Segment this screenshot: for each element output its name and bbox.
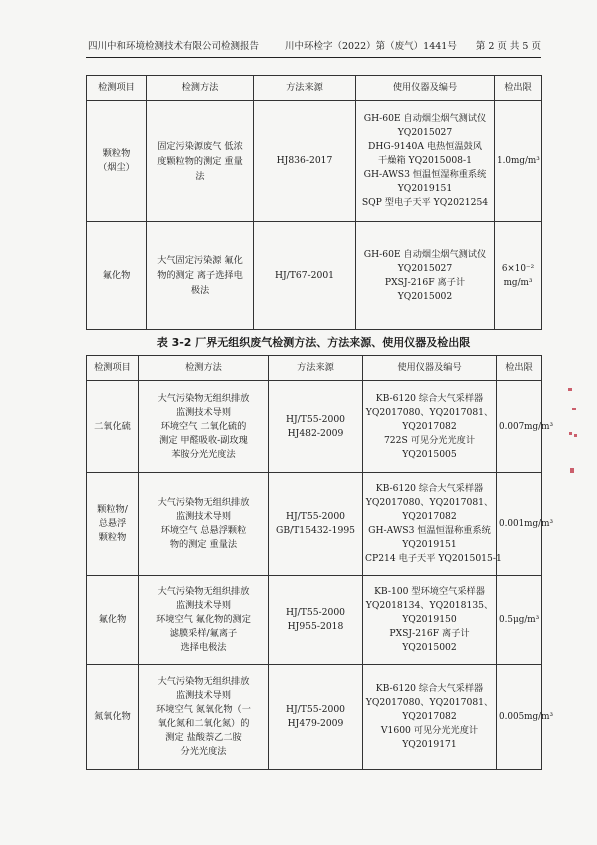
table-header-row — [87, 76, 542, 101]
limit-cell: 0.007mg/m³ — [497, 381, 542, 473]
table-row — [87, 101, 542, 222]
source-cell: HJ/T55-2000 HJ482-2009 — [269, 381, 363, 473]
col-method: 检测方法 — [147, 76, 254, 101]
header-rule — [86, 57, 541, 58]
instrument-cell: KB-6120 综合大气采样器 YQ2017080、YQ2017081、 YQ2017082 GH-AWS3 恒温恒湿称重系统 YQ2019151 CP214 电子天平 YQ2015015-1 — [363, 473, 497, 576]
method-cell: 大气污染物无组织排放 监测技术导则 环境空气 总悬浮颗粒 物的测定 重量法 — [139, 473, 269, 576]
col-instrument: 使用仪器及编号 — [363, 356, 497, 381]
col-instrument: 使用仪器及编号 — [356, 76, 495, 101]
report-number: 川中环检字（2022）第（废气）1441号 — [285, 41, 457, 52]
method-cell: 大气污染物无组织排放 监测技术导则 环境空气 氮氧化物（一 氧化氮和二氧化氮）的 测定 盐酸萘乙二胺 分光光度法 — [139, 665, 269, 770]
col-limit: 检出限 — [495, 76, 542, 101]
col-limit: 检出限 — [497, 356, 542, 381]
company-name: 四川中和环境检测技术有限公司检测报告 — [88, 41, 260, 52]
table-row — [87, 473, 542, 576]
instrument-cell: GH-60E 自动烟尘烟气测试仪 YQ2015027 DHG-9140A 电热恒温鼓风 干燥箱 YQ2015008-1 GH-AWS3 恒温恒湿称重系统 YQ2019151 SQP 型电子天平 YQ2021254 — [356, 101, 495, 222]
limit-cell: 0.005mg/m³ — [497, 665, 542, 770]
table-row — [87, 381, 542, 473]
source-cell: HJ/T55-2000 HJ479-2009 — [269, 665, 363, 770]
col-source: 方法来源 — [269, 356, 363, 381]
item-cell: 氟化物 — [87, 222, 147, 330]
source-cell: HJ/T55-2000 GB/T15432-1995 — [269, 473, 363, 576]
limit-cell: 6×10⁻² mg/m³ — [495, 222, 542, 330]
source-cell: HJ/T67-2001 — [254, 222, 356, 330]
method-cell: 大气固定污染源 氟化物的测定 离子选择电极法 — [147, 222, 254, 330]
limit-cell: 0.5μg/m³ — [497, 576, 542, 665]
limit-cell: 1.0mg/m³ — [495, 101, 542, 222]
fugitive-method-table — [86, 355, 553, 770]
method-cell: 大气污染物无组织排放 监测技术导则 环境空气 二氧化硫的 测定 甲醛吸收-副玫瑰 苯胺分光光度法 — [139, 381, 269, 473]
item-cell: 氮氧化物 — [87, 665, 139, 770]
table-caption: 表 3-2 厂界无组织废气检测方法、方法来源、使用仪器及检出限 — [156, 336, 471, 349]
table-row — [87, 665, 542, 770]
item-cell: 颗粒物 （烟尘） — [87, 101, 147, 222]
col-item: 检测项目 — [87, 76, 147, 101]
page-number: 第 2 页 共 5 页 — [475, 41, 541, 52]
col-method: 检测方法 — [139, 356, 269, 381]
col-source: 方法来源 — [254, 76, 356, 101]
emission-method-table — [86, 75, 542, 330]
instrument-cell: GH-60E 自动烟尘烟气测试仪 YQ2015027 PXSJ-216F 离子计 YQ2015002 — [356, 222, 495, 330]
seal-edge-mark — [566, 380, 580, 500]
item-cell: 颗粒物/ 总悬浮 颗粒物 — [87, 473, 139, 576]
limit-cell: 0.001mg/m³ — [497, 473, 542, 576]
table-row — [87, 222, 542, 330]
page-header — [88, 40, 541, 54]
method-cell: 固定污染源废气 低浓度颗粒物的测定 重量法 — [147, 101, 254, 222]
method-cell: 大气污染物无组织排放 监测技术导则 环境空气 氟化物的测定 滤膜采样/氟离子 选择电极法 — [139, 576, 269, 665]
item-cell: 二氧化硫 — [87, 381, 139, 473]
instrument-cell: KB-100 型环境空气采样器 YQ2018134、YQ2018135、 YQ2019150 PXSJ-216F 离子计 YQ2015002 — [363, 576, 497, 665]
instrument-cell: KB-6120 综合大气采样器 YQ2017080、YQ2017081、 YQ2017082 722S 可见分光光度计 YQ2015005 — [363, 381, 497, 473]
source-cell: HJ836-2017 — [254, 101, 356, 222]
col-item: 检测项目 — [87, 356, 139, 381]
source-cell: HJ/T55-2000 HJ955-2018 — [269, 576, 363, 665]
table-header-row — [87, 356, 542, 381]
table-row — [87, 576, 542, 665]
instrument-cell: KB-6120 综合大气采样器 YQ2017080、YQ2017081、 YQ2017082 V1600 可见分光光度计 YQ2019171 — [363, 665, 497, 770]
item-cell: 氟化物 — [87, 576, 139, 665]
